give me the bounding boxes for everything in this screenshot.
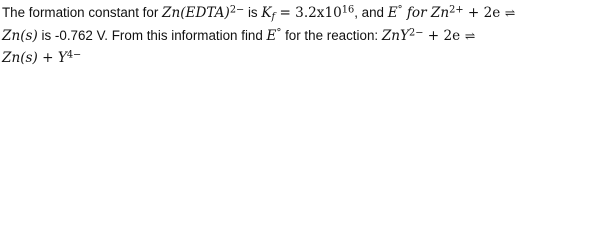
problem-line-1	[2, 2, 606, 25]
formation-constant-value: $K_f = 3.2x10^{16}$	[261, 4, 355, 23]
equilibrium-arrow-icon: ⇌	[504, 6, 515, 20]
problem-line-3	[2, 47, 606, 70]
zn-edta-complex: Zn(EDTA)$^{2-}$	[162, 4, 245, 21]
standard-potential-symbol: E°	[266, 27, 282, 44]
and-text: , and	[354, 5, 388, 20]
intro-text: The formation constant for	[2, 5, 163, 20]
reaction-left-side: ZnY$^{2-}$ + 2e ⇌	[382, 28, 475, 44]
zn-solid: Zn(s)	[2, 27, 38, 44]
problem-text	[0, 0, 606, 71]
reaction-right-side: $Zn(s) + Y^{4-}$	[2, 49, 82, 66]
reaction-text: for the reaction:	[281, 27, 382, 43]
equilibrium-arrow-icon: ⇌	[464, 28, 475, 43]
given-potential-text: is -0.762 V. From this information find	[37, 27, 267, 43]
problem-line-2	[2, 25, 606, 48]
standard-potential-symbol: E° for $Zn^{2+} + 2e$ ⇌	[388, 5, 515, 21]
is-text: is	[244, 5, 262, 20]
